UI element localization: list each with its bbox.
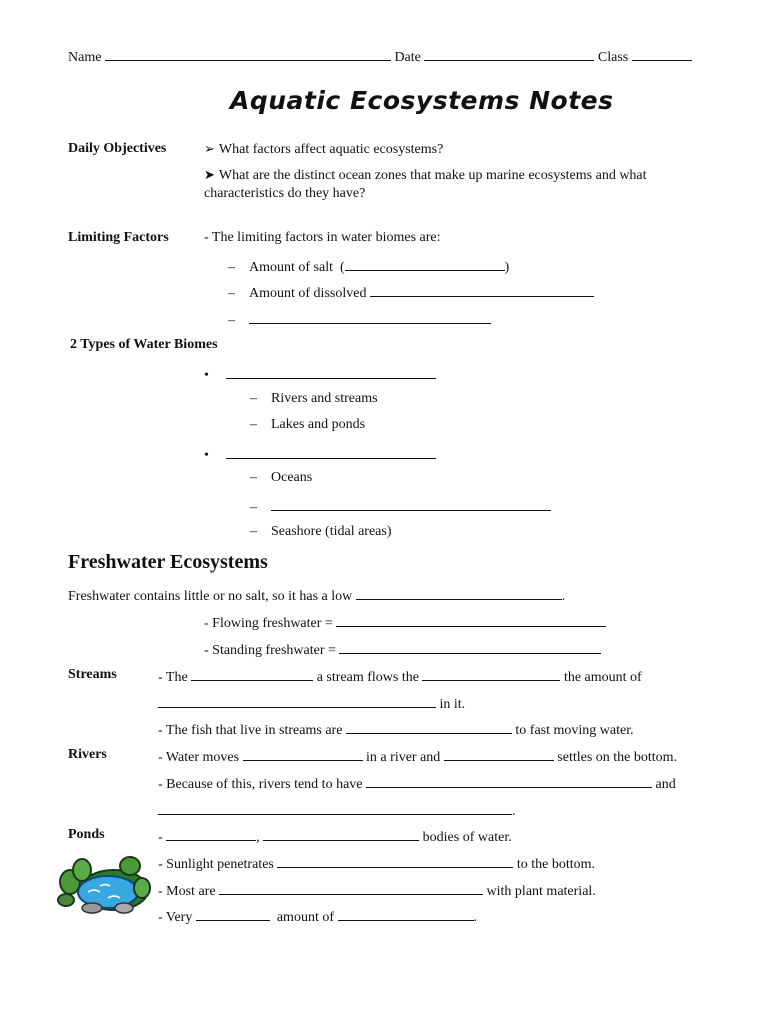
rivers-line-3: . bbox=[158, 802, 516, 819]
dash-bullet: – bbox=[250, 470, 257, 485]
biome-1 bbox=[204, 366, 436, 383]
dash-bullet: – bbox=[250, 524, 257, 539]
objectives-label: Daily Objectives bbox=[68, 141, 167, 156]
standing-line: - Standing freshwater = bbox=[204, 641, 601, 658]
ponds-line-1: - , bodies of water. bbox=[158, 830, 512, 845]
biome-2 bbox=[204, 446, 436, 463]
class-label: Class bbox=[597, 50, 629, 65]
biome-2-item-blank[interactable] bbox=[271, 498, 551, 511]
pond-blank-4[interactable] bbox=[219, 882, 483, 895]
river-blank-3[interactable] bbox=[366, 775, 652, 788]
ponds-line-2: - Sunlight penetrates to the bottom. bbox=[158, 857, 596, 872]
rivers-line-1: - Water moves in a river and settles on the bottom. bbox=[158, 750, 678, 765]
page-title: Aquatic Ecosystems Notes bbox=[230, 86, 614, 115]
pond-clipart-icon bbox=[56, 852, 152, 914]
date-field[interactable] bbox=[424, 48, 594, 61]
ponds-label: Ponds bbox=[68, 827, 105, 842]
dash-bullet: – bbox=[250, 500, 257, 515]
dash-bullet: – bbox=[228, 286, 235, 301]
limiting-intro: - The limiting factors in water biomes are: bbox=[204, 230, 441, 245]
limiting-item-3 bbox=[228, 311, 491, 328]
limiting-item-dissolved: – Amount of dissolved bbox=[228, 284, 594, 301]
biomes-label: 2 Types of Water Biomes bbox=[70, 337, 218, 352]
dash-bullet: – bbox=[228, 313, 235, 328]
header-line bbox=[68, 48, 692, 65]
dissolved-blank[interactable] bbox=[370, 284, 594, 297]
flowing-blank[interactable] bbox=[336, 614, 606, 627]
biome-2-item-seashore: – Seashore (tidal areas) bbox=[250, 524, 392, 539]
biome-2-item-2 bbox=[250, 498, 551, 515]
ponds-line-3: - Most are with plant material. bbox=[158, 884, 596, 899]
salt-blank[interactable] bbox=[345, 258, 505, 271]
name-field[interactable] bbox=[105, 48, 391, 61]
river-blank-2[interactable] bbox=[444, 748, 554, 761]
pond-blank-2[interactable] bbox=[263, 828, 419, 841]
pond-blank-5[interactable] bbox=[196, 908, 270, 921]
pond-blank-1[interactable] bbox=[166, 828, 256, 841]
biome-2-item-oceans: – Oceans bbox=[250, 470, 313, 485]
biome-1-item-lakes: – Lakes and ponds bbox=[250, 417, 366, 432]
bullet-icon: • bbox=[204, 368, 209, 383]
stream-blank-2[interactable] bbox=[422, 668, 560, 681]
limiting-item-salt: – Amount of salt ( ) bbox=[228, 260, 510, 275]
rivers-label: Rivers bbox=[68, 747, 107, 762]
river-blank-1[interactable] bbox=[243, 748, 363, 761]
biome-1-blank[interactable] bbox=[226, 366, 436, 379]
bullet-icon: • bbox=[204, 448, 209, 463]
stream-blank-4[interactable] bbox=[346, 721, 512, 734]
stream-blank-3[interactable] bbox=[158, 695, 436, 708]
biome-2-blank[interactable] bbox=[226, 446, 436, 459]
objective-1: ➢ What factors affect aquatic ecosystems? bbox=[204, 141, 444, 157]
class-field[interactable] bbox=[632, 48, 692, 61]
streams-line-1: - The a stream flows the the amount of bbox=[158, 670, 642, 685]
objective-2: ➤ What are the distinct ocean zones that make up marine ecosystems and what bbox=[204, 167, 647, 183]
ponds-line-4: - Very amount of . bbox=[158, 910, 477, 925]
freshwater-heading: Freshwater Ecosystems bbox=[68, 551, 268, 573]
limiting-label: Limiting Factors bbox=[68, 230, 169, 245]
salt-level-blank[interactable] bbox=[356, 587, 562, 600]
dash-bullet: – bbox=[250, 417, 257, 432]
limiting-blank-3[interactable] bbox=[249, 311, 491, 324]
freshwater-intro: Freshwater contains little or no salt, so it has a low . bbox=[68, 589, 566, 604]
standing-blank[interactable] bbox=[339, 641, 601, 654]
biome-1-item-rivers: – Rivers and streams bbox=[250, 391, 378, 406]
rivers-line-2: - Because of this, rivers tend to have and bbox=[158, 777, 676, 792]
pond-blank-3[interactable] bbox=[277, 855, 513, 868]
streams-line-3: - The fish that live in streams are to fast moving water. bbox=[158, 723, 634, 738]
flowing-line: - Flowing freshwater = bbox=[204, 614, 606, 631]
objective-2-cont: characteristics do they have? bbox=[204, 186, 366, 201]
name-label: Name bbox=[68, 50, 102, 65]
date-label: Date bbox=[394, 50, 421, 65]
arrow-bullet-icon: ➤ bbox=[204, 167, 215, 182]
dash-bullet: – bbox=[250, 391, 257, 406]
streams-line-2: in it. bbox=[158, 695, 465, 712]
river-blank-4[interactable] bbox=[158, 802, 512, 815]
streams-label: Streams bbox=[68, 667, 117, 682]
dash-bullet: – bbox=[228, 260, 235, 275]
stream-blank-1[interactable] bbox=[191, 668, 313, 681]
pond-blank-6[interactable] bbox=[338, 908, 474, 921]
arrow-bullet-icon: ➢ bbox=[204, 141, 215, 156]
